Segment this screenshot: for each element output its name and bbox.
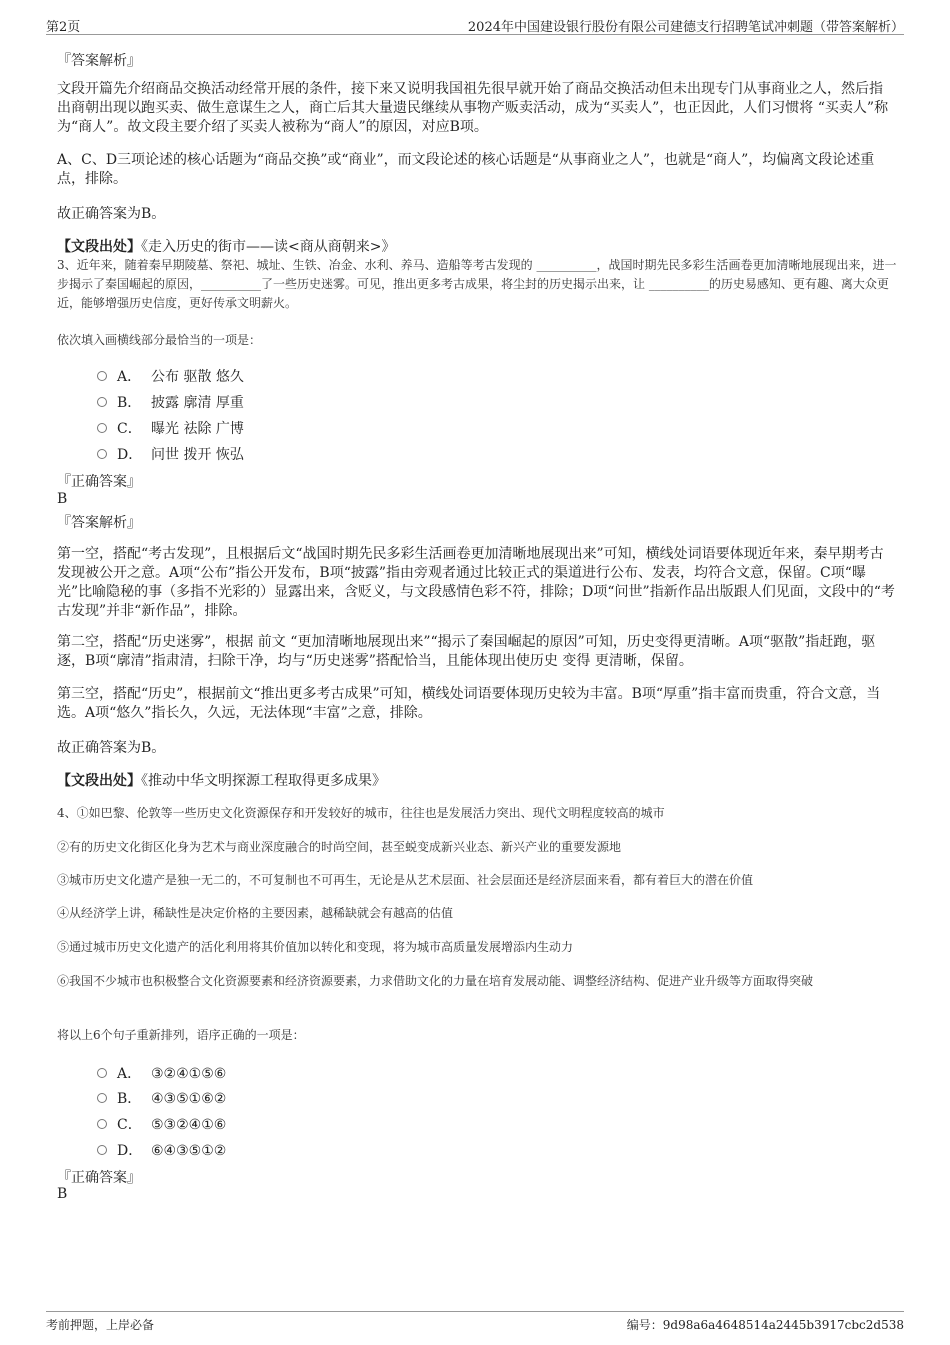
radio-icon[interactable] — [97, 371, 107, 381]
q3-prompt: 依次填入画横线部分最恰当的一项是： — [57, 333, 262, 347]
q4-option-d-label: D． — [117, 1143, 143, 1159]
q3-conclusion: 故正确答案为B。 — [57, 740, 166, 756]
page-header — [46, 14, 904, 35]
q4-option-a-text: ③②④①⑤⑥ — [151, 1066, 227, 1082]
q4-option-c-label: C． — [117, 1117, 142, 1133]
q3-option-b-text: 披露 廓清 厚重 — [151, 395, 244, 411]
q3-analysis-para3: 第三空，搭配“历史”，根据前文“推出更多考古成果”可知，横线处词语要体现历史较为丰富。B项“厚重”指丰富而贵重，符合文意，当选。A项“悠久”指长久，久远，无法体现“丰富”之意，排除。 — [57, 686, 881, 721]
q3-option-c-label: C． — [117, 421, 142, 437]
q3-option-c-text: 曝光 祛除 广博 — [151, 421, 244, 437]
q3-analysis-para2: 第二空，搭配“历史迷雾”，根据 前文 “更加清晰地展现出来”“揭示了秦国崛起的原因”可知，历史变得更清晰。A项“驱散”指赶跑，驱逐，B项“廓清”指肃清，扫除干净，均与“历史迷雾”搭配恰当，且能体现出使历史 变得 更清晰，保留。 — [57, 634, 876, 669]
q4-answer: B — [57, 1186, 68, 1202]
q3-answer-label: 『正确答案』 — [57, 474, 141, 490]
q4-sentence-4: ④从经济学上讲，稀缺性是决定价格的主要因素，越稀缺就会有越高的估值 — [57, 906, 454, 920]
q3-source-label: 【文段出处】 — [57, 773, 141, 789]
q2-analysis-label: 『答案解析』 — [57, 53, 141, 69]
page-number: 第2页 — [46, 20, 81, 35]
q3-option-d-text: 问世 拨开 恢弘 — [151, 447, 244, 463]
q3-source — [57, 770, 386, 790]
q4-sentence-3: ③城市历史文化遗产是独一无二的，不可复制也不可再生，无论是从艺术层面、社会层面还是经济层面来看，都有着巨大的潜在价值 — [57, 873, 754, 887]
radio-icon[interactable] — [97, 423, 107, 433]
q2-conclusion: 故正确答案为B。 — [57, 206, 166, 222]
q4-option-d[interactable] — [97, 1140, 226, 1160]
q2-source-label: 【文段出处】 — [57, 239, 141, 255]
q3-option-c[interactable] — [97, 418, 244, 438]
q4-sentence-5: ⑤通过城市历史文化遗产的活化利用将其价值加以转化和变现，将为城市高质量发展增添内生动力 — [57, 940, 574, 954]
q2-analysis-para2: A、C、D三项论述的核心话题为“商品交换”或“商业”，而文段论述的核心话题是“从事商业之人”，也就是“商人”，均偏离文段论述重点，排除。 — [57, 152, 875, 187]
q4-option-c-text: ⑤③②④①⑥ — [151, 1117, 227, 1133]
document-title: 2024年中国建设银行股份有限公司建德支行招聘笔试冲刺题（带答案解析） — [467, 20, 904, 35]
q3-answer: B — [57, 491, 68, 507]
radio-icon[interactable] — [97, 449, 107, 459]
q4-option-d-text: ⑥④③⑤①② — [151, 1143, 227, 1159]
radio-icon[interactable] — [97, 1093, 107, 1103]
q4-sentence-6: ⑥我国不少城市也积极整合文化资源要素和经济资源要素，力求借助文化的力量在培育发展动能、调整经济结构、促进产业升级等方面取得突破 — [57, 974, 814, 988]
q4-sentence-1: 4、①如巴黎、伦敦等一些历史文化资源保存和开发较好的城市，往往也是发展活力突出、现代文明程度较高的城市 — [57, 806, 665, 820]
q3-option-a-text: 公布 驱散 悠久 — [151, 369, 244, 385]
q3-analysis-para1: 第一空，搭配“考古发现”，且根据后文“战国时期先民多彩生活画卷更加清晰地展现出来”可知，横线处词语要体现近年来，秦早期考古发现被公开之意。A项“公布”指公开发布，B项“披露”指由旁观者通过比较正式的渠道进行公布、发表，均符合文意，保留。C项“曝光”比喻隐秘的事（多指不光彩的）显露出来，含贬义，与文段感情色彩不符，排除；D项“问世”指新作品出版跟人们见面，文段中的“考古发现”并非“新作品”，排除。 — [57, 546, 895, 619]
q4-sentence-2: ②有的历史文化街区化身为艺术与商业深度融合的时尚空间，甚至蜕变成新兴业态、新兴产业的重要发源地 — [57, 840, 622, 854]
radio-icon[interactable] — [97, 1119, 107, 1129]
q3-source-text: 《推动中华文明探源工程取得更多成果》 — [141, 773, 386, 789]
page-footer — [46, 1311, 904, 1334]
q4-option-a[interactable] — [97, 1063, 226, 1083]
radio-icon[interactable] — [97, 397, 107, 407]
q3-option-a-label: A． — [117, 369, 142, 385]
q3-option-b[interactable] — [97, 392, 244, 412]
q4-option-a-label: A． — [117, 1066, 142, 1082]
q4-option-b-label: B． — [117, 1091, 142, 1107]
q3-option-a[interactable] — [97, 366, 244, 386]
q4-option-b-text: ④③⑤①⑥② — [151, 1091, 227, 1107]
footer-serial-number: 编号：9d98a6a4648514a2445b3917cbc2d538 — [626, 1318, 904, 1332]
q3-stem: 3、近年来，随着秦早期陵墓、祭祀、城址、生铁、冶金、水利、养马、造船等考古发现的 __________，战国时期先民多彩生活画卷更加清晰地展现出来，进一步揭示了秦国崛起的原因，__________了一些历史迷雾。可见，推出更多考古成果，将尘封的历史揭示出来，让 __________的历史易感知、更有趣、离大众更近，能够增强历史信度，更好传承文明薪火。 — [57, 258, 897, 310]
q4-prompt: 将以上6个句子重新排列，语序正确的一项是： — [57, 1028, 305, 1042]
q3-analysis-label: 『答案解析』 — [57, 515, 141, 531]
q3-option-b-label: B． — [117, 395, 142, 411]
q4-answer-label: 『正确答案』 — [57, 1170, 141, 1186]
radio-icon[interactable] — [97, 1068, 107, 1078]
footer-slogan: 考前押题，上岸必备 — [46, 1318, 155, 1332]
radio-icon[interactable] — [97, 1145, 107, 1155]
q4-option-c[interactable] — [97, 1114, 226, 1134]
q2-source-text: 《走入历史的街市——读<商从商朝来>》 — [141, 239, 396, 255]
q2-analysis-para1: 文段开篇先介绍商品交换活动经常开展的条件，接下来又说明我国祖先很早就开始了商品交换活动但未出现专门从事商业之人，然后指出商朝出现以跑买卖、做生意谋生之人，商亡后其大量遗民继续从事物产贩卖活动，成为“买卖人”，也正因此，人们习惯将 “买卖人”称为“商人”。故文段主要介绍了买卖人被称为“商人”的原因，对应B项。 — [57, 81, 889, 135]
q4-option-b[interactable] — [97, 1088, 226, 1108]
q2-source — [57, 236, 395, 256]
q3-option-d-label: D． — [117, 447, 143, 463]
q3-option-d[interactable] — [97, 444, 244, 464]
